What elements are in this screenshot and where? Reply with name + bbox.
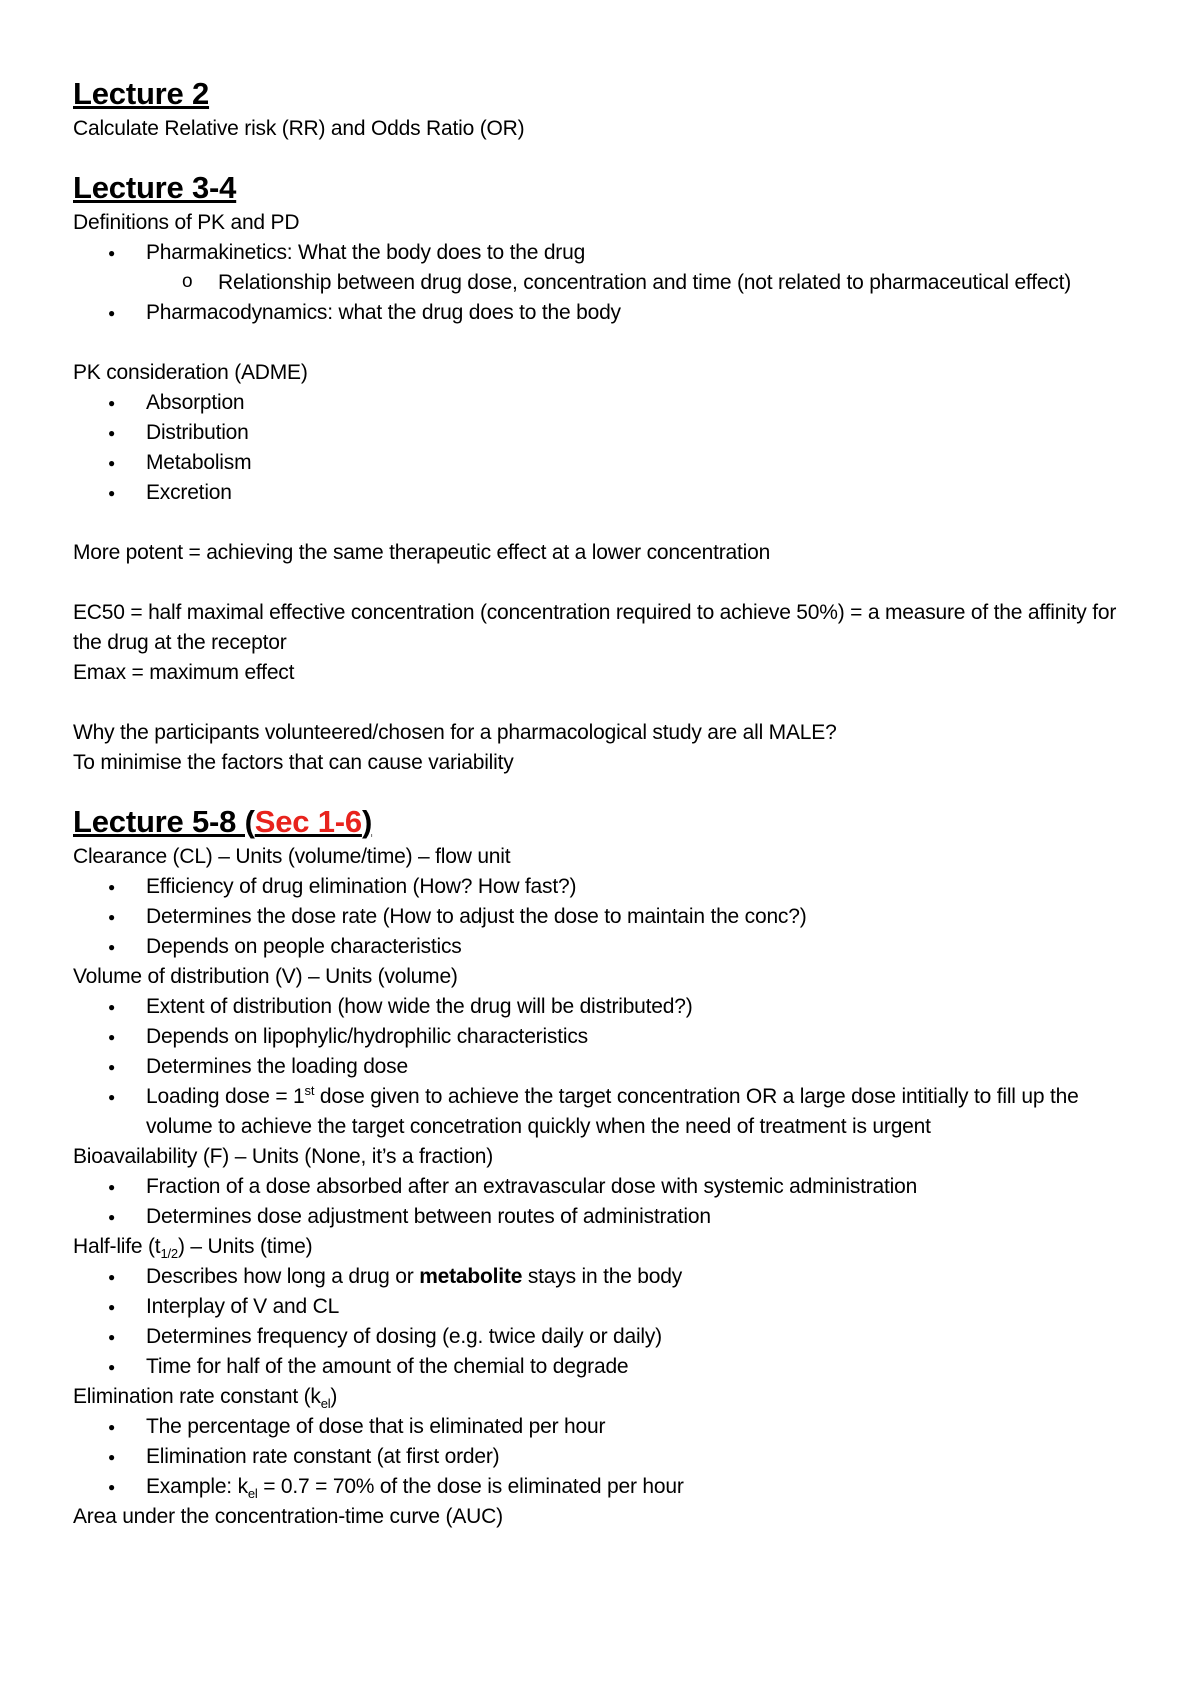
list-item: ● Excretion xyxy=(146,478,1133,508)
subscript: 1/2 xyxy=(160,1246,178,1262)
adme-title: PK consideration (ADME) xyxy=(73,361,308,384)
pk-pd-definitions: Definitions of PK and PD xyxy=(73,211,300,234)
list-item: ● Absorption xyxy=(146,388,1133,418)
list-item: ● Determines the loading dose xyxy=(146,1052,1133,1082)
half-life-title xyxy=(73,1232,1133,1262)
text-run: ) xyxy=(330,1385,338,1408)
text-run: Describes how long a drug or xyxy=(146,1265,420,1288)
text-run: Example: k xyxy=(146,1475,248,1498)
pk-sublist xyxy=(146,268,1133,298)
subscript: el xyxy=(320,1396,331,1412)
spacer xyxy=(73,144,1133,168)
lecture-2-heading: Lecture 2 xyxy=(73,76,210,111)
list-item: ● Distribution xyxy=(146,418,1133,448)
bold-text: metabolite xyxy=(419,1265,523,1288)
list-item: ● Interplay of V and CL xyxy=(146,1292,1133,1322)
list-item: ● Time for half of the amount of the chemial to degrade xyxy=(146,1352,1133,1382)
list-item: o Relationship between drug dose, concentration and time (not related to pharmaceutical effect) xyxy=(218,268,1133,298)
list-item xyxy=(146,1262,1133,1292)
emax-note: Emax = maximum effect xyxy=(73,661,295,684)
text-run: Half-life (t xyxy=(73,1235,161,1258)
male-question: Why the participants volunteered/chosen for a pharmacological study are all MALE? xyxy=(73,721,837,744)
volume-title: Volume of distribution (V) – Units (volume) xyxy=(73,965,458,988)
list-item: ● The percentage of dose that is eliminated per hour xyxy=(146,1412,1133,1442)
bioavailability-list xyxy=(73,1172,1133,1232)
lecture-2-line: Calculate Relative risk (RR) and Odds Ratio (OR) xyxy=(73,117,525,140)
list-item xyxy=(146,1472,1133,1502)
list-item: ● Determines the dose rate (How to adjust the dose to maintain the conc?) xyxy=(146,902,1133,932)
list-item: ● Determines frequency of dosing (e.g. twice daily or daily) xyxy=(146,1322,1133,1352)
male-answer: To minimise the factors that can cause variability xyxy=(73,751,514,774)
clearance-list xyxy=(73,872,1133,962)
text-run: = 0.7 = 70% of the dose is eliminated per hour xyxy=(257,1475,684,1498)
text-run: Elimination rate constant (k xyxy=(73,1385,321,1408)
list-item xyxy=(146,1082,1133,1142)
list-item: ● Extent of distribution (how wide the drug will be distributed?) xyxy=(146,992,1133,1022)
subscript: el xyxy=(247,1486,258,1502)
document-page xyxy=(73,74,1133,1532)
potency-note: More potent = achieving the same therapeutic effect at a lower concentration xyxy=(73,541,771,564)
heading-accent: Sec 1-6 xyxy=(254,804,362,839)
bioavailability-title: Bioavailability (F) – Units (None, it’s a fraction) xyxy=(73,1145,494,1168)
list-item: ● Efficiency of drug elimination (How? How fast?) xyxy=(146,872,1133,902)
spacer xyxy=(73,688,1133,718)
pk-pd-list xyxy=(73,238,1133,328)
superscript: st xyxy=(304,1083,315,1098)
spacer xyxy=(73,508,1133,538)
adme-list xyxy=(73,388,1133,508)
text-run: stays in the body xyxy=(522,1265,683,1288)
auc-title: Area under the concentration-time curve (AUC) xyxy=(73,1505,503,1528)
lecture-5-8-heading xyxy=(73,802,1133,842)
list-item: ● Depends on lipophylic/hydrophilic characteristics xyxy=(146,1022,1133,1052)
ec50-note: EC50 = half maximal effective concentration (concentration required to achieve 50%) = a measure of the affinity for the drug at the receptor xyxy=(73,601,1117,654)
text-run: ) – Units (time) xyxy=(177,1235,313,1258)
half-life-list xyxy=(73,1262,1133,1382)
spacer xyxy=(73,328,1133,358)
list-item xyxy=(146,238,1133,298)
list-item: ● Elimination rate constant (at first order) xyxy=(146,1442,1133,1472)
lecture-3-4-heading: Lecture 3-4 xyxy=(73,170,237,205)
elimination-rate-list xyxy=(73,1412,1133,1502)
clearance-title: Clearance (CL) – Units (volume/time) – flow unit xyxy=(73,845,511,868)
text-run: Loading dose = 1 xyxy=(146,1085,305,1108)
spacer xyxy=(73,778,1133,802)
volume-list xyxy=(73,992,1133,1142)
pk-definition: Pharmakinetics: What the body does to the drug xyxy=(146,241,586,264)
list-item: ● Fraction of a dose absorbed after an extravascular dose with systemic administration xyxy=(146,1172,1133,1202)
text-run: dose given to achieve the target concentration OR a large dose intitially to fill up the volume to achieve the target concetration quickly when the need of treatment is urgent xyxy=(146,1085,1079,1138)
list-item: ● Metabolism xyxy=(146,448,1133,478)
spacer xyxy=(73,568,1133,598)
list-item: ● Pharmacodynamics: what the drug does to the body xyxy=(146,298,1133,328)
elimination-rate-title xyxy=(73,1382,1133,1412)
heading-part: ) xyxy=(361,804,373,839)
list-item: ● Determines dose adjustment between routes of administration xyxy=(146,1202,1133,1232)
heading-part: Lecture 5-8 ( xyxy=(73,804,255,839)
list-item: ● Depends on people characteristics xyxy=(146,932,1133,962)
